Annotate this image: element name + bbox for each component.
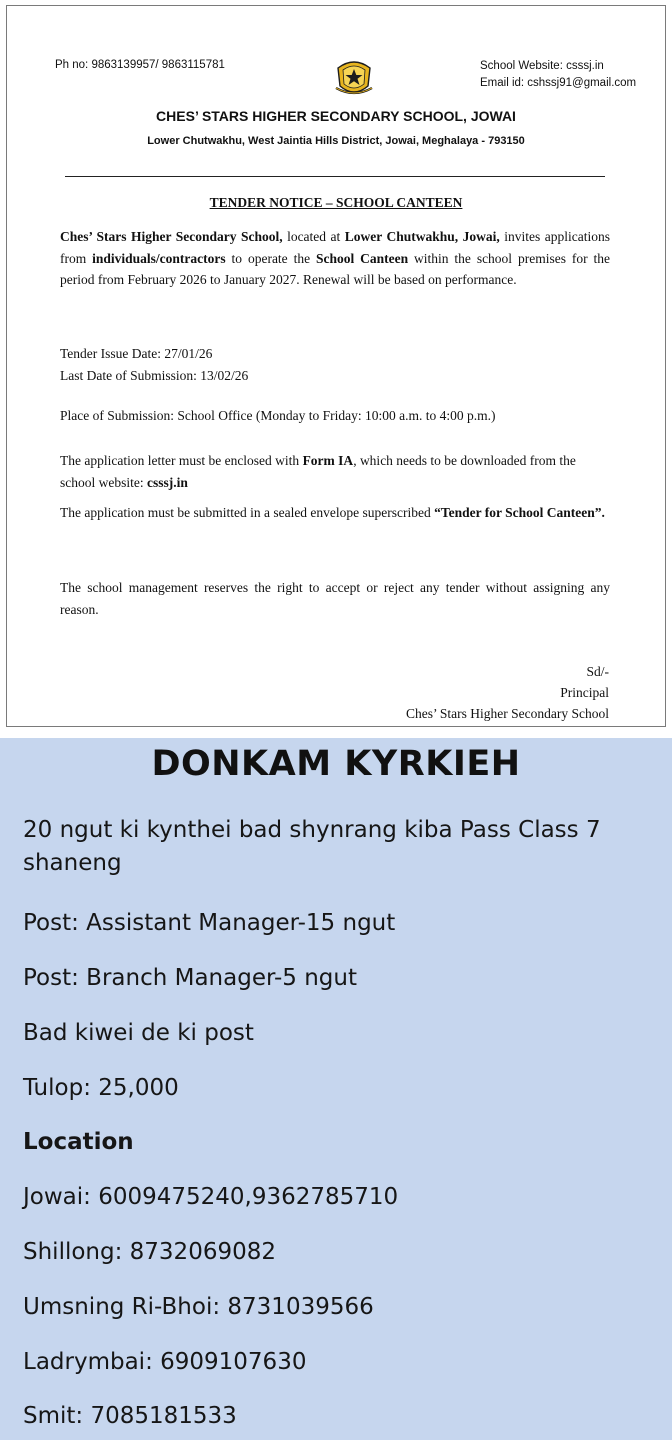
sealed-superscription: “Tender for School Canteen”. bbox=[434, 505, 605, 520]
job-post-branch-manager: Post: Branch Manager-5 ngut bbox=[23, 965, 357, 991]
contact-block bbox=[480, 59, 636, 93]
contact-umsning: Umsning Ri-Bhoi: 8731039566 bbox=[23, 1294, 374, 1320]
intro-text-4: within the school premises for the period from February 2026 to January 2027. Renewal will be based on performance. bbox=[60, 250, 610, 287]
school-address: Lower Chutwakhu, West Jaintia Hills District, Jowai, Meghalaya - 793150 bbox=[147, 135, 525, 147]
form-paragraph bbox=[60, 450, 610, 493]
job-advert-title: DONKAM KYRKIEH bbox=[151, 744, 521, 784]
last-submission-date: Last Date of Submission: 13/02/26 bbox=[60, 368, 249, 383]
intro-text-2: invites applications from bbox=[60, 229, 610, 266]
notice-title: TENDER NOTICE – SCHOOL CANTEEN bbox=[209, 195, 463, 210]
signature-organisation: Ches’ Stars Higher Secondary School bbox=[406, 706, 609, 721]
job-post-assistant-manager: Post: Assistant Manager-15 ngut bbox=[23, 910, 396, 936]
job-other-posts: Bad kiwei de ki post bbox=[23, 1020, 254, 1046]
intro-paragraph bbox=[60, 226, 610, 291]
tender-notice bbox=[6, 5, 666, 727]
intro-applicants: individuals/contractors bbox=[92, 250, 226, 266]
school-email: Email id: cshssj91@gmail.com bbox=[480, 77, 637, 89]
phone-numbers: Ph no: 9863139957/ 9863115781 bbox=[55, 59, 225, 71]
form-text-2: , which needs to be downloaded from the school website: bbox=[60, 453, 576, 490]
school-name: CHES’ STARS HIGHER SECONDARY SCHOOL, JOWAI bbox=[156, 108, 516, 124]
tender-issue-date: Tender Issue Date: 27/01/26 bbox=[60, 346, 213, 361]
form-text-1: The application letter must be enclosed with bbox=[60, 453, 303, 468]
job-location-heading: Location bbox=[23, 1129, 134, 1155]
sealed-envelope-paragraph bbox=[60, 502, 610, 524]
intro-text-3: to operate the bbox=[225, 250, 316, 266]
contact-ladrymbai: Ladrymbai: 6909107630 bbox=[23, 1349, 307, 1375]
contact-shillong: Shillong: 8732069082 bbox=[23, 1239, 276, 1265]
intro-location: Lower Chutwakhu, Jowai, bbox=[344, 229, 500, 244]
signature-role: Principal bbox=[560, 685, 609, 700]
intro-text-1: located at bbox=[282, 229, 345, 244]
management-paragraph: The school management reserves the right to accept or reject any tender without assigning any reason. bbox=[60, 580, 610, 617]
sealed-text: The application must be submitted in a sealed envelope superscribed bbox=[60, 505, 435, 520]
school-logo-icon bbox=[334, 58, 374, 98]
job-eligibility: 20 ngut ki kynthei bad shynrang kiba Pass Class 7 shaneng bbox=[23, 817, 601, 876]
signature-sd: Sd/- bbox=[586, 664, 609, 679]
contact-smit: Smit: 7085181533 bbox=[23, 1403, 237, 1429]
place-of-submission: Place of Submission: School Office (Monday to Friday: 10:00 a.m. to 4:00 p.m.) bbox=[60, 408, 496, 423]
school-website: School Website: csssj.in bbox=[480, 60, 604, 72]
form-name: Form IA bbox=[302, 453, 354, 468]
contact-jowai: Jowai: 6009475240,9362785710 bbox=[23, 1184, 399, 1210]
header-divider bbox=[65, 176, 605, 177]
job-total: Tulop: 25,000 bbox=[23, 1075, 179, 1101]
intro-canteen: School Canteen bbox=[315, 250, 409, 266]
intro-school-name: Ches’ Stars Higher Secondary School, bbox=[60, 229, 283, 244]
form-website: csssj.in bbox=[147, 474, 188, 490]
